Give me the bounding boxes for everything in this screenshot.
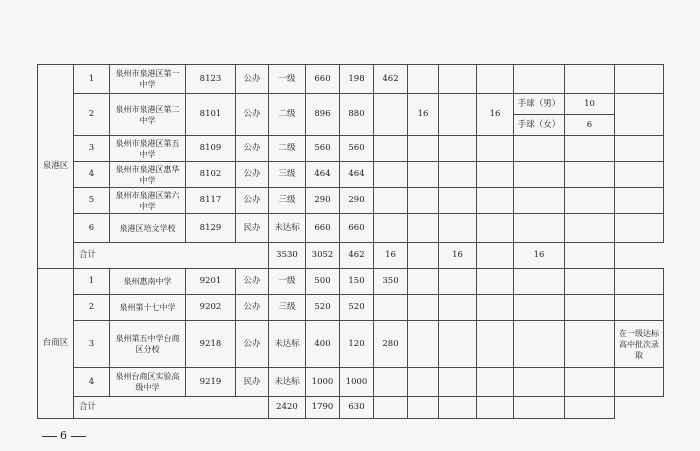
cell-c2: 1000 — [340, 368, 374, 397]
total-c1: 2420 — [269, 397, 306, 419]
district-name: 泉港区 — [38, 65, 74, 269]
cell-code: 9202 — [186, 295, 236, 321]
cell-c2: 464 — [340, 162, 374, 188]
cell-note — [615, 162, 664, 188]
cell-type: 公办 — [236, 94, 269, 136]
cell-c4: 16 — [408, 94, 439, 136]
cell-c2: 880 — [340, 94, 374, 136]
cell-type: 公办 — [236, 188, 269, 214]
cell-no: 2 — [74, 295, 110, 321]
table-body — [38, 65, 664, 419]
cell-c2: 150 — [340, 269, 374, 295]
cell-c5 — [439, 295, 477, 321]
cell-no: 4 — [74, 162, 110, 188]
cell-c5 — [439, 136, 477, 162]
total-c9 — [565, 397, 615, 419]
cell-code: 9201 — [186, 269, 236, 295]
cell-name: 泉港区培文学校 — [110, 214, 186, 243]
table-row — [38, 295, 664, 321]
cell-no: 5 — [74, 188, 110, 214]
cell-c1: 500 — [306, 269, 340, 295]
cell-note — [615, 269, 664, 295]
total-label: 合计 — [74, 397, 269, 419]
cell-c1: 660 — [306, 65, 340, 94]
table-row — [38, 65, 664, 94]
cell-c4 — [408, 188, 439, 214]
cell-c8 — [565, 321, 615, 368]
table-row — [38, 214, 664, 243]
cell-note — [615, 214, 664, 243]
cell-type: 公办 — [236, 65, 269, 94]
total-c5 — [408, 243, 439, 269]
cell-note — [615, 368, 664, 397]
cell-c1: 1000 — [306, 368, 340, 397]
cell-name: 泉州市泉港区惠华中学 — [110, 162, 186, 188]
cell-level: 一级 — [269, 65, 306, 94]
cell-c8 — [565, 269, 615, 295]
cell-code: 9218 — [186, 321, 236, 368]
cell-level: 二级 — [269, 136, 306, 162]
table-row — [38, 162, 664, 188]
cell-note — [615, 295, 664, 321]
cell-c3 — [374, 94, 408, 136]
cell-name: 泉州市泉港区第五中学 — [110, 136, 186, 162]
cell-c1: 290 — [306, 188, 340, 214]
cell-c5 — [439, 188, 477, 214]
total-c6 — [439, 397, 477, 419]
cell-c3: 280 — [374, 321, 408, 368]
total-c5 — [408, 397, 439, 419]
cell-note — [615, 65, 664, 94]
cell-c2: 290 — [340, 188, 374, 214]
cell-level: 一级 — [269, 269, 306, 295]
total-c3: 630 — [340, 397, 374, 419]
cell-note: 在一级达标高中批次录取 — [615, 321, 664, 368]
cell-note — [615, 136, 664, 162]
cell-c6 — [477, 188, 514, 214]
cell-no: 2 — [74, 94, 110, 136]
cell-no: 3 — [74, 136, 110, 162]
total-c8: 16 — [514, 243, 565, 269]
cell-c6 — [477, 65, 514, 94]
cell-c5 — [439, 94, 477, 136]
cell-c8 — [565, 65, 615, 94]
cell-c7 — [514, 162, 565, 188]
cell-c5 — [439, 214, 477, 243]
page-footer — [39, 429, 89, 442]
cell-c8 — [565, 295, 615, 321]
total-c7 — [477, 397, 514, 419]
cell-name: 泉州市泉港区第一中学 — [110, 65, 186, 94]
total-row — [38, 397, 664, 419]
cell-sport-count: 10 — [565, 94, 615, 115]
cell-c3 — [374, 136, 408, 162]
cell-code: 9219 — [186, 368, 236, 397]
total-c7 — [477, 243, 514, 269]
cell-c1: 660 — [306, 214, 340, 243]
cell-type: 公办 — [236, 269, 269, 295]
cell-code: 8109 — [186, 136, 236, 162]
cell-type: 公办 — [236, 162, 269, 188]
cell-c1: 896 — [306, 94, 340, 136]
cell-c2: 198 — [340, 65, 374, 94]
cell-type: 民办 — [236, 214, 269, 243]
cell-type: 公办 — [236, 295, 269, 321]
total-c6: 16 — [439, 243, 477, 269]
cell-c8 — [565, 188, 615, 214]
cell-level: 三级 — [269, 188, 306, 214]
cell-c7 — [514, 269, 565, 295]
table-row — [38, 94, 664, 115]
cell-level: 未达标 — [269, 368, 306, 397]
cell-c6: 16 — [477, 94, 514, 136]
cell-c4 — [408, 162, 439, 188]
cell-note — [615, 188, 664, 214]
total-c8 — [514, 397, 565, 419]
cell-c7 — [514, 214, 565, 243]
cell-sport: 手球（女） — [514, 115, 565, 136]
cell-c3 — [374, 162, 408, 188]
cell-c1: 464 — [306, 162, 340, 188]
cell-c7 — [514, 188, 565, 214]
cell-c2: 120 — [340, 321, 374, 368]
cell-code: 8102 — [186, 162, 236, 188]
cell-level: 未达标 — [269, 214, 306, 243]
cell-c6 — [477, 269, 514, 295]
cell-c8 — [565, 214, 615, 243]
cell-c4 — [408, 368, 439, 397]
cell-code: 8117 — [186, 188, 236, 214]
cell-name: 泉州第五中学台商区分校 — [110, 321, 186, 368]
cell-name: 泉州惠南中学 — [110, 269, 186, 295]
cell-c3 — [374, 188, 408, 214]
total-c4: 16 — [374, 243, 408, 269]
footer-dash-right — [71, 436, 86, 437]
cell-c2: 520 — [340, 295, 374, 321]
cell-c8 — [565, 136, 615, 162]
total-row — [38, 243, 664, 269]
cell-c4 — [408, 269, 439, 295]
cell-c1: 400 — [306, 321, 340, 368]
cell-name: 泉州市泉港区第二中学 — [110, 94, 186, 136]
district-name: 台商区 — [38, 269, 74, 419]
cell-c3 — [374, 368, 408, 397]
cell-no: 3 — [74, 321, 110, 368]
cell-c4 — [408, 295, 439, 321]
cell-level: 三级 — [269, 295, 306, 321]
cell-c1: 560 — [306, 136, 340, 162]
cell-c6 — [477, 162, 514, 188]
cell-c7 — [514, 136, 565, 162]
cell-no: 6 — [74, 214, 110, 243]
cell-c7 — [514, 321, 565, 368]
cell-name: 泉州台商区实验高级中学 — [110, 368, 186, 397]
table-row — [38, 136, 664, 162]
cell-c6 — [477, 136, 514, 162]
total-c4 — [374, 397, 408, 419]
cell-sport: 手球（男） — [514, 94, 565, 115]
total-c2: 3052 — [306, 243, 340, 269]
cell-c3: 462 — [374, 65, 408, 94]
cell-c6 — [477, 368, 514, 397]
total-c3: 462 — [340, 243, 374, 269]
cell-c7 — [514, 65, 565, 94]
cell-type: 民办 — [236, 368, 269, 397]
cell-c3: 350 — [374, 269, 408, 295]
cell-c4 — [408, 65, 439, 94]
cell-no: 1 — [74, 269, 110, 295]
total-c9 — [565, 243, 615, 269]
cell-c7 — [514, 295, 565, 321]
cell-c5 — [439, 269, 477, 295]
cell-c4 — [408, 214, 439, 243]
cell-c8 — [565, 368, 615, 397]
cell-c5 — [439, 321, 477, 368]
page-number: 6 — [60, 429, 68, 442]
cell-c7 — [514, 368, 565, 397]
cell-name: 泉州第十七中学 — [110, 295, 186, 321]
cell-type: 公办 — [236, 136, 269, 162]
cell-c2: 560 — [340, 136, 374, 162]
cell-c4 — [408, 136, 439, 162]
table-row — [38, 321, 664, 368]
cell-c3 — [374, 295, 408, 321]
total-c2: 1790 — [306, 397, 340, 419]
cell-c4 — [408, 321, 439, 368]
cell-c2: 660 — [340, 214, 374, 243]
cell-c5 — [439, 162, 477, 188]
cell-no: 4 — [74, 368, 110, 397]
enrollment-table — [37, 64, 664, 419]
cell-no: 1 — [74, 65, 110, 94]
total-label: 合计 — [74, 243, 269, 269]
cell-code: 8123 — [186, 65, 236, 94]
cell-note — [615, 94, 664, 136]
table-row — [38, 188, 664, 214]
cell-level: 未达标 — [269, 321, 306, 368]
cell-level: 二级 — [269, 94, 306, 136]
cell-sport-count: 6 — [565, 115, 615, 136]
cell-type: 公办 — [236, 321, 269, 368]
cell-c6 — [477, 295, 514, 321]
total-c1: 3530 — [269, 243, 306, 269]
cell-c5 — [439, 65, 477, 94]
cell-c5 — [439, 368, 477, 397]
cell-c1: 520 — [306, 295, 340, 321]
table-row — [38, 368, 664, 397]
cell-code: 8101 — [186, 94, 236, 136]
footer-dash-left — [42, 436, 57, 437]
cell-c8 — [565, 162, 615, 188]
cell-c3 — [374, 214, 408, 243]
cell-level: 三级 — [269, 162, 306, 188]
table-row — [38, 269, 664, 295]
cell-c6 — [477, 214, 514, 243]
cell-c6 — [477, 321, 514, 368]
cell-code: 8129 — [186, 214, 236, 243]
cell-name: 泉州市泉港区第六中学 — [110, 188, 186, 214]
